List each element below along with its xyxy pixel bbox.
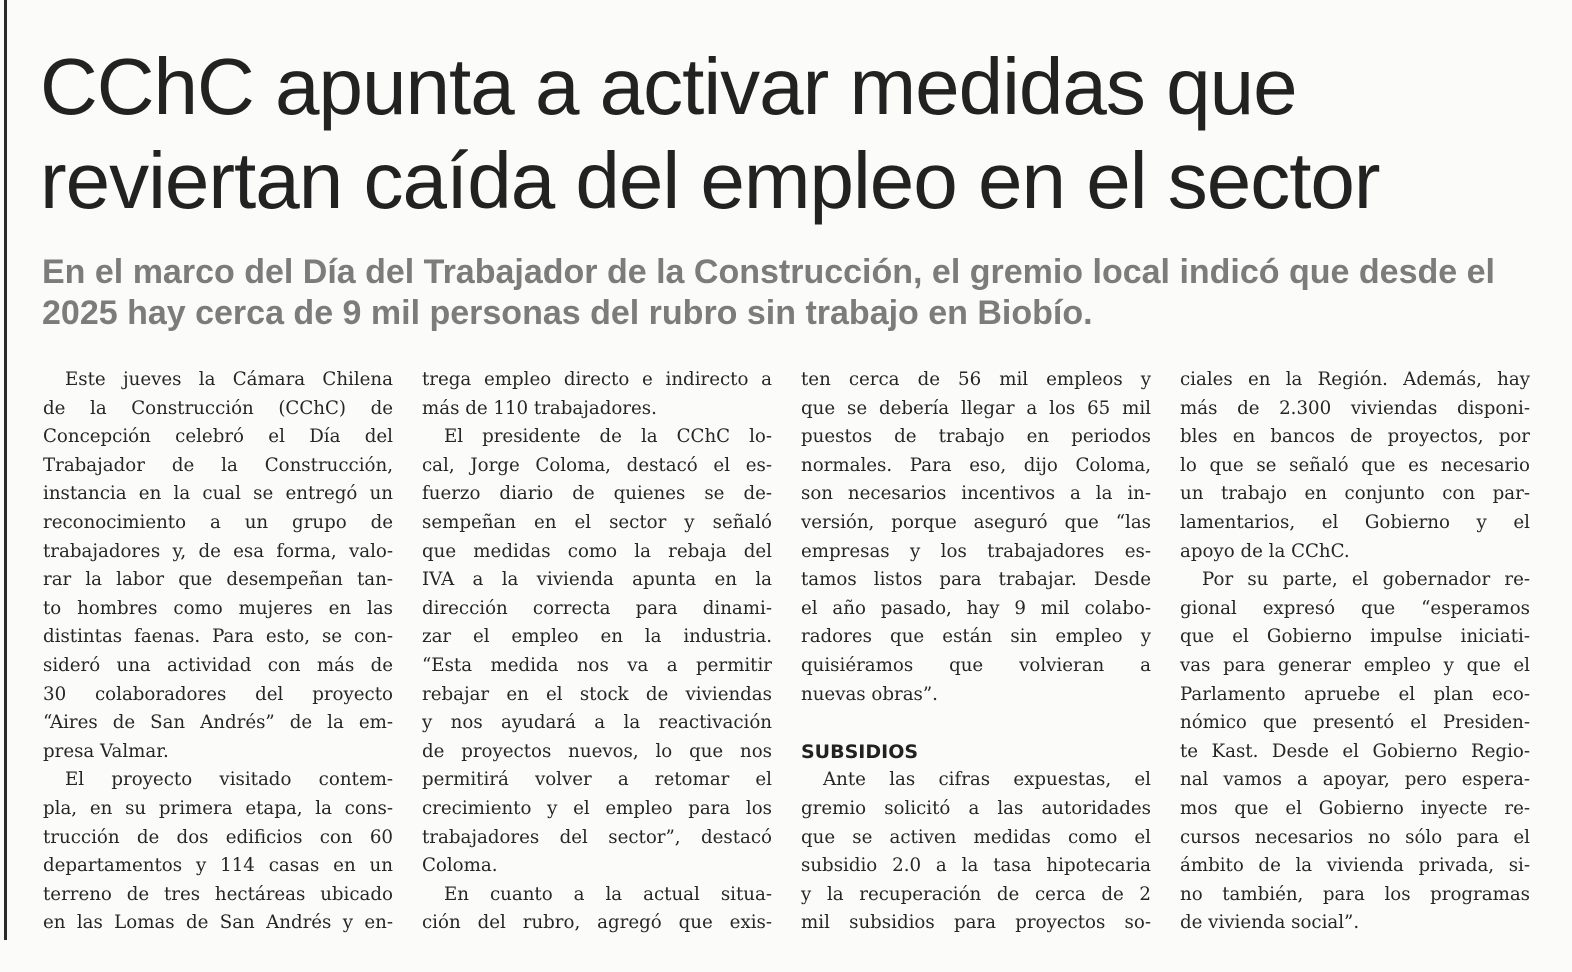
subheadline [42,252,1542,334]
body-line: un trabajo en conjunto con par- [1180,483,1530,505]
body-line: distintas faenas. Para esto, se con- [43,626,393,648]
body-line: Concepción celebró el Día del [43,426,393,448]
body-line: departamentos y 114 casas en un [43,855,393,877]
body-line: tamos listos para trabajar. Desde [801,569,1151,591]
body-line: pla, en su primera etapa, la cons- [43,797,393,819]
body-line: fuerzo diario de quienes se de- [422,483,772,505]
body-line: normales. Para eso, dijo Coloma, [801,454,1151,476]
headline [40,40,1540,228]
body-line: empresas y los trabajadores es- [801,540,1151,562]
body-line: versión, porque aseguró que “las [801,511,1151,533]
subheadline-line: 2025 hay cerca de 9 mil personas del rubro sin trabajo en Biobío. [42,294,1093,332]
body-line: gional expresó que “esperamos [1180,597,1530,619]
body-line: instancia en la cual se entregó un [43,483,393,505]
body-line: y nos ayudará a la reactivación [422,712,772,734]
body-line: ten cerca de 56 mil empleos y [801,369,1151,390]
body-column-3 [801,366,1151,938]
body-line: trabajadores y, de esa forma, valo- [43,540,393,562]
body-line: quisiéramos que volvieran a [801,654,1151,676]
body-line: gremio solicitó a las autoridades [801,797,1151,819]
headline-line: reviertan caída del empleo en el sector [40,136,1380,225]
body-line: En cuanto a la actual situa- [444,883,772,905]
body-line: más de 110 trabajadores. [422,397,657,419]
body-line: ción del rubro, agregó que exis- [422,912,772,934]
body-line: trucción de dos edificios con 60 [43,826,393,848]
body-line: y la recuperación de cerca de 2 [801,883,1151,905]
body-line: cursos necesarios no sólo para el [1180,826,1530,848]
body-line: que el Gobierno impulse iniciati- [1180,626,1530,648]
body-line: trabajadores del sector”, destacó [422,826,772,848]
section-spacer [801,709,1151,738]
body-line: vas para generar empleo y que el [1180,654,1530,676]
body-line: nal vamos a apoyar, pero espera- [1180,769,1530,791]
body-line: dirección correcta para dinami- [422,597,772,619]
body-line: lo que se señaló que es necesario [1180,454,1530,476]
body-line: Ante las cifras expuestas, el [823,769,1151,791]
body-line: El presidente de la CChC lo- [444,426,772,448]
body-line: puestos de trabajo en periodos [801,426,1151,448]
body-line: ámbito de la vivienda privada, si- [1180,855,1530,877]
body-line: rebajar en el stock de viviendas [422,683,772,705]
body-line: mos que el Gobierno inyecte re- [1180,797,1530,819]
body-line: Por su parte, el gobernador re- [1202,569,1530,591]
body-line: Parlamento apruebe el plan eco- [1180,683,1530,705]
body-line: que se debería llegar a los 65 mil [801,397,1151,419]
body-line: 30 colaboradores del proyecto [43,683,393,705]
body-line: reconocimiento a un grupo de [43,511,393,533]
column-rule [4,0,7,940]
body-line: de la Construcción (CChC) de [43,397,393,419]
body-column-4 [1180,366,1530,938]
body-line: más de 2.300 viviendas disponi- [1180,397,1530,419]
body-line: que medidas como la rebaja del [422,540,772,562]
body-line: radores que están sin empleo y [801,626,1151,648]
body-line: “Esta medida nos va a permitir [422,654,772,676]
headline-line: CChC apunta a activar medidas que [40,42,1297,131]
body-line: el año pasado, hay 9 mil colabo- [801,597,1151,619]
body-line: sideró una actividad con más de [43,654,393,676]
body-line: presa Valmar. [43,740,169,762]
body-line: que se activen medidas como el [801,826,1151,848]
body-line: to hombres como mujeres en las [43,597,393,619]
body-line: Coloma. [422,855,498,877]
body-line: de vivienda social”. [1180,912,1360,934]
body-line: nómico que presentó el Presiden- [1180,712,1530,734]
body-line: terreno de tres hectáreas ubicado [43,883,393,905]
body-line: lamentarios, el Gobierno y el [1180,511,1530,533]
body-line: de proyectos nuevos, lo que nos [422,740,772,762]
body-line: IVA a la vivienda apunta en la [422,569,772,591]
body-column-1 [43,366,393,938]
body-line: apoyo de la CChC. [1180,540,1350,562]
body-line: cal, Jorge Coloma, destacó el es- [422,454,772,476]
body-line: ciales en la Región. Además, hay [1180,369,1530,390]
body-line: zar el empleo en la industria. [422,626,772,648]
body-line: te Kast. Desde el Gobierno Regio- [1180,740,1530,762]
body-line: bles en bancos de proyectos, por [1180,426,1530,448]
body-line: son necesarios incentivos a la in- [801,483,1151,505]
body-line: subsidio 2.0 a la tasa hipotecaria [801,855,1151,877]
body-line: crecimiento y el empleo para los [422,797,772,819]
body-line: Este jueves la Cámara Chilena [65,369,393,390]
subheadline-line: En el marco del Día del Trabajador de la Construcción, el gremio local indicó que desde el [42,253,1495,291]
section-title: SUBSIDIOS [801,740,919,763]
body-line: en las Lomas de San Andrés y en- [43,912,393,934]
body-line: Trabajador de la Construcción, [43,454,393,476]
body-line: rar la labor que desempeñan tan- [43,569,393,591]
body-line: no también, para los programas [1180,883,1530,905]
body-line: El proyecto visitado contem- [65,769,393,791]
body-column-2 [422,366,772,938]
body-line: “Aires de San Andrés” de la em- [43,712,393,734]
body-line: mil subsidios para proyectos so- [801,912,1151,934]
body-line: nuevas obras”. [801,683,938,705]
body-line: sempeñan en el sector y señaló [422,511,772,533]
body-line: trega empleo directo e indirecto a [422,369,772,390]
body-line: permitirá volver a retomar el [422,769,772,791]
